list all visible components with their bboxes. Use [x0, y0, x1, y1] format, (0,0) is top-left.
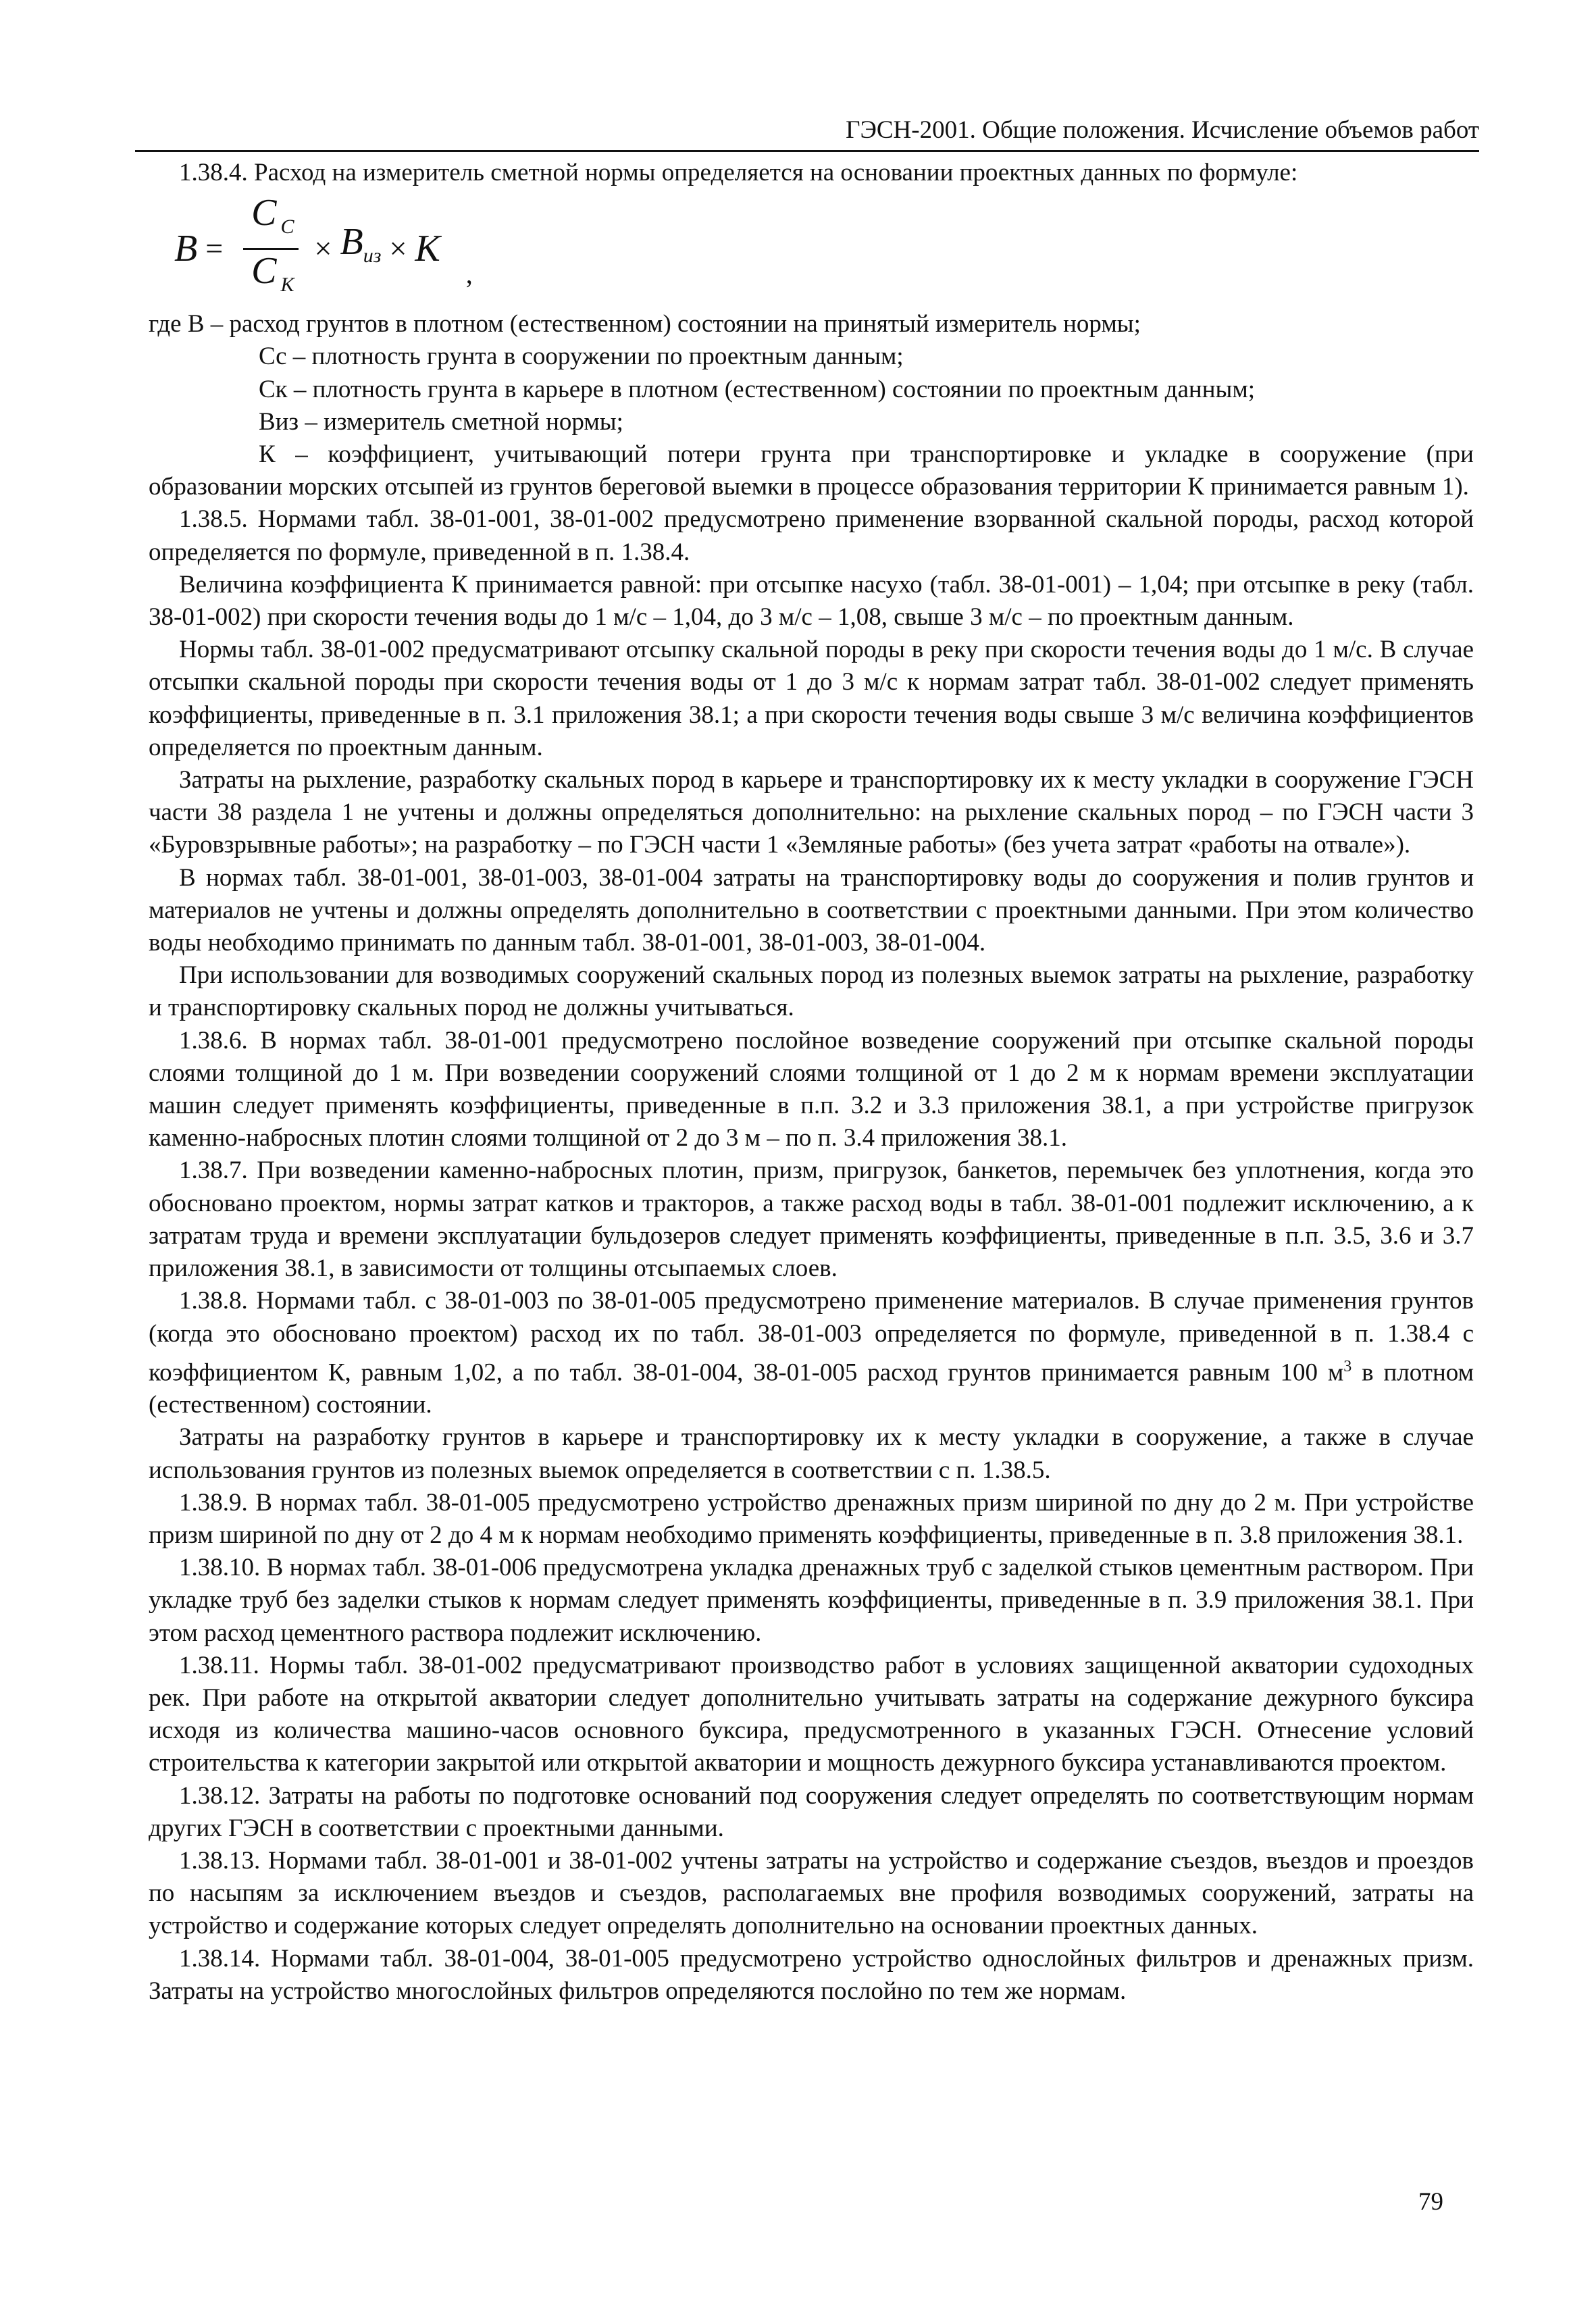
- page-body: [149, 157, 1474, 2008]
- paragraph-1-38-8: [149, 1285, 1474, 1421]
- paragraph-loosening-costs: Затраты на рыхление, разработку скальных пород в карьере и транспортировку их к месту укладки в сооружение ГЭСН части 38 раздела 1 не учтены и должны определяться дополнительно: на рыхление скальных пород – по ГЭСН части 3 «Буровзрывные работы»; на разработку – по ГЭСН части 1 «Земляные работы» (без учета затрат «работы на отвале»).: [149, 766, 1474, 859]
- volume-formula: [149, 193, 1474, 304]
- b-symbol: B: [340, 220, 363, 263]
- paragraph-1-38-8-tail: в плотном (естественном) состоянии.: [149, 1358, 1474, 1419]
- numerator-symbol: C: [251, 191, 277, 234]
- paragraph-1-38-11: 1.38.11. Нормы табл. 38-01-002 предусматривают производство работ в условиях защищенной акватории судоходных рек. При работе на открытой акватории следует дополнительно учитывать затраты на содержание дежурного буксира исходя из количества машино-часов основного буксира, предусмотренного в указанных ГЭСН. Отнесение условий строительства к категории закрытой или открытой акватории и мощность дежурного буксира устанавливаются проектом.: [149, 1651, 1474, 1777]
- b-subscript: из: [363, 244, 382, 267]
- definition-b: где В – расход грунтов в плотном (естественном) состоянии на принятый измеритель нормы;: [149, 310, 1141, 338]
- definition-cc: Сс – плотность грунта в сооружении по проектным данным;: [259, 342, 904, 371]
- formula-times-1: ×: [314, 231, 332, 266]
- running-header: ГЭСН-2001. Общие положения. Исчисление объемов работ: [135, 113, 1479, 152]
- formula-b: [340, 220, 382, 272]
- formula-times-2: ×: [389, 231, 407, 266]
- paragraph-1-38-13: 1.38.13. Нормами табл. 38-01-001 и 38-01-002 учтены затраты на устройство и содержание съездов, въездов и проездов по насыпям за исключением въездов и съездов, располагаемых вне профиля возводимых сооружений, затраты на устройство и содержание которых следует определять дополнительно на основании проектных данных.: [149, 1847, 1474, 1940]
- paragraph-1-38-10: 1.38.10. В нормах табл. 38-01-006 предусмотрена укладка дренажных труб с заделкой стыков цементным раствором. При укладке труб без заделки стыков к нормам следует применять коэффициенты, приведенные в п. 3.9 приложения 38.1. При этом расход цементного раствора подлежит исключению.: [149, 1554, 1474, 1647]
- paragraph-soil-costs: Затраты на разработку грунтов в карьере и транспортировку их к месту укладки в сооружение, а также в случае использования грунтов из полезных выемок определяется в соответствии с п. 1.38.5.: [149, 1423, 1474, 1484]
- page-number: 79: [1418, 2188, 1443, 2216]
- formula-denominator: [243, 250, 298, 306]
- formula-numerator: [243, 192, 298, 250]
- formula-fraction: [243, 192, 298, 306]
- paragraph-1-38-12: 1.38.12. Затраты на работы по подготовке оснований под сооружения следует определять по соответствующим нормам других ГЭСН в соответствии с проектными данными.: [149, 1781, 1474, 1842]
- paragraph-coefficient-k: Величина коэффициента К принимается равной: при отсыпке насухо (табл. 38-01-001) – 1,04; при отсыпке в реку (табл. 38-01-002) при скорости течения воды до 1 м/с – 1,04, до 3 м/с – 1,08, свыше 3 м/с – по проектным данным.: [149, 570, 1474, 632]
- formula-lhs: B: [174, 228, 198, 270]
- formula-k: K: [415, 228, 440, 270]
- paragraph-1-38-7: 1.38.7. При возведении каменно-набросных плотин, призм, пригрузок, банкетов, перемычек без уплотнения, когда это обосновано проектом, нормы затрат катков и тракторов, а также расход воды в табл. 38-01-001 подлежит исключению, а к затратам труда и времени эксплуатации бульдозеров следует применять коэффициенты, приведенные в п.п. 3.5, 3.6 и 3.7 приложения 38.1, в зависимости от толщины отсыпаемых слоев.: [149, 1156, 1474, 1283]
- paragraph-1-38-6: 1.38.6. В нормах табл. 38-01-001 предусмотрено послойное возведение сооружений при отсыпке скальной породы слоями толщиной до 1 м. При возведении сооружений слоями толщиной от 1 до 2 м к нормам времени эксплуатации машин следует применять коэффициенты, приведенные в п.п. 3.2 и 3.3 приложения 38.1, а при устройстве пригрузок каменно-набросных плотин слоями толщиной от 2 до 3 м – по п. 3.4 приложения 38.1.: [149, 1026, 1474, 1152]
- paragraph-useful-excavations: При использовании для возводимых сооружений скальных пород из полезных выемок затраты на рыхление, разработку и транспортировку скальных пород не должны учитываться.: [149, 961, 1474, 1022]
- paragraph-1-38-9: 1.38.9. В нормах табл. 38-01-005 предусмотрено устройство дренажных призм шириной по дну до 2 м. При устройстве призм шириной по дну от 2 до 4 м к нормам необходимо применять коэффициенты, приведенные в п. 3.8 приложения 38.1.: [149, 1488, 1474, 1550]
- paragraph-1-38-4: 1.38.4. Расход на измеритель сметной нормы определяется на основании проектных данных по формуле:: [179, 159, 1298, 186]
- cubic-superscript: 3: [1343, 1357, 1352, 1375]
- numerator-subscript: C: [280, 215, 294, 238]
- formula-equals: =: [205, 231, 224, 266]
- paragraph-water-transport: В нормах табл. 38-01-001, 38-01-003, 38-01-004 затраты на транспортировку воды до сооружения и полив грунтов и материалов не учтены и должны определять дополнительно в соответствии с проектными данными. При этом количество воды необходимо принимать по данным табл. 38-01-001, 38-01-003, 38-01-004.: [149, 863, 1474, 957]
- definition-k: [149, 438, 1474, 503]
- paragraph-norms-38-01-002: Нормы табл. 38-01-002 предусматривают отсыпку скальной породы в реку при скорости течения воды до 1 м/с. В случае отсыпки скальной породы при скорости течения воды от 1 до 3 м/с к нормам затрат табл. 38-01-002 следует применять коэффициенты, приведенные в п. 3.1 приложения 38.1; а при скорости течения воды свыше 3 м/с величина коэффициентов определяется по проектным данным.: [149, 636, 1474, 761]
- definition-viz: Виз – измеритель сметной нормы;: [259, 407, 623, 436]
- paragraph-1-38-5: 1.38.5. Нормами табл. 38-01-001, 38-01-002 предусмотрено применение взорванной скальной породы, расход которой определяется по формуле, приведенной в п. 1.38.4.: [149, 505, 1474, 566]
- formula-comma: ,: [465, 259, 473, 289]
- denominator-symbol: C: [251, 249, 277, 292]
- denominator-subscript: K: [280, 273, 294, 296]
- paragraph-1-38-14: 1.38.14. Нормами табл. 38-01-004, 38-01-005 предусмотрено устройство однослойных фильтров и дренажных призм. Затраты на устройство многослойных фильтров определяются послойно по тем же нормам.: [149, 1944, 1474, 2005]
- paragraph-1-38-8-text: 1.38.8. Нормами табл. с 38-01-003 по 38-01-005 предусмотрено применение материалов. В случае применения грунтов (когда это обосновано проектом) расход их по табл. 38-01-003 определяется по формуле, приведенной в п. 1.38.4 с коэффициентом К, равным 1,02, а по табл. 38-01-004, 38-01-005 расход грунтов принимается равным 100 м: [149, 1287, 1474, 1387]
- definition-ck: Ск – плотность грунта в карьере в плотном (естественном) состоянии по проектным данным;: [259, 375, 1256, 403]
- definition-k-first-line: К – коэффициент, учитывающий потери грунта при транспортировке и укладке в сооружение (при: [259, 440, 1474, 469]
- definition-k-continuation: образовании морских отсыпей из грунтов береговой выемки в процессе образования территории К принимается равным 1).: [149, 473, 1469, 501]
